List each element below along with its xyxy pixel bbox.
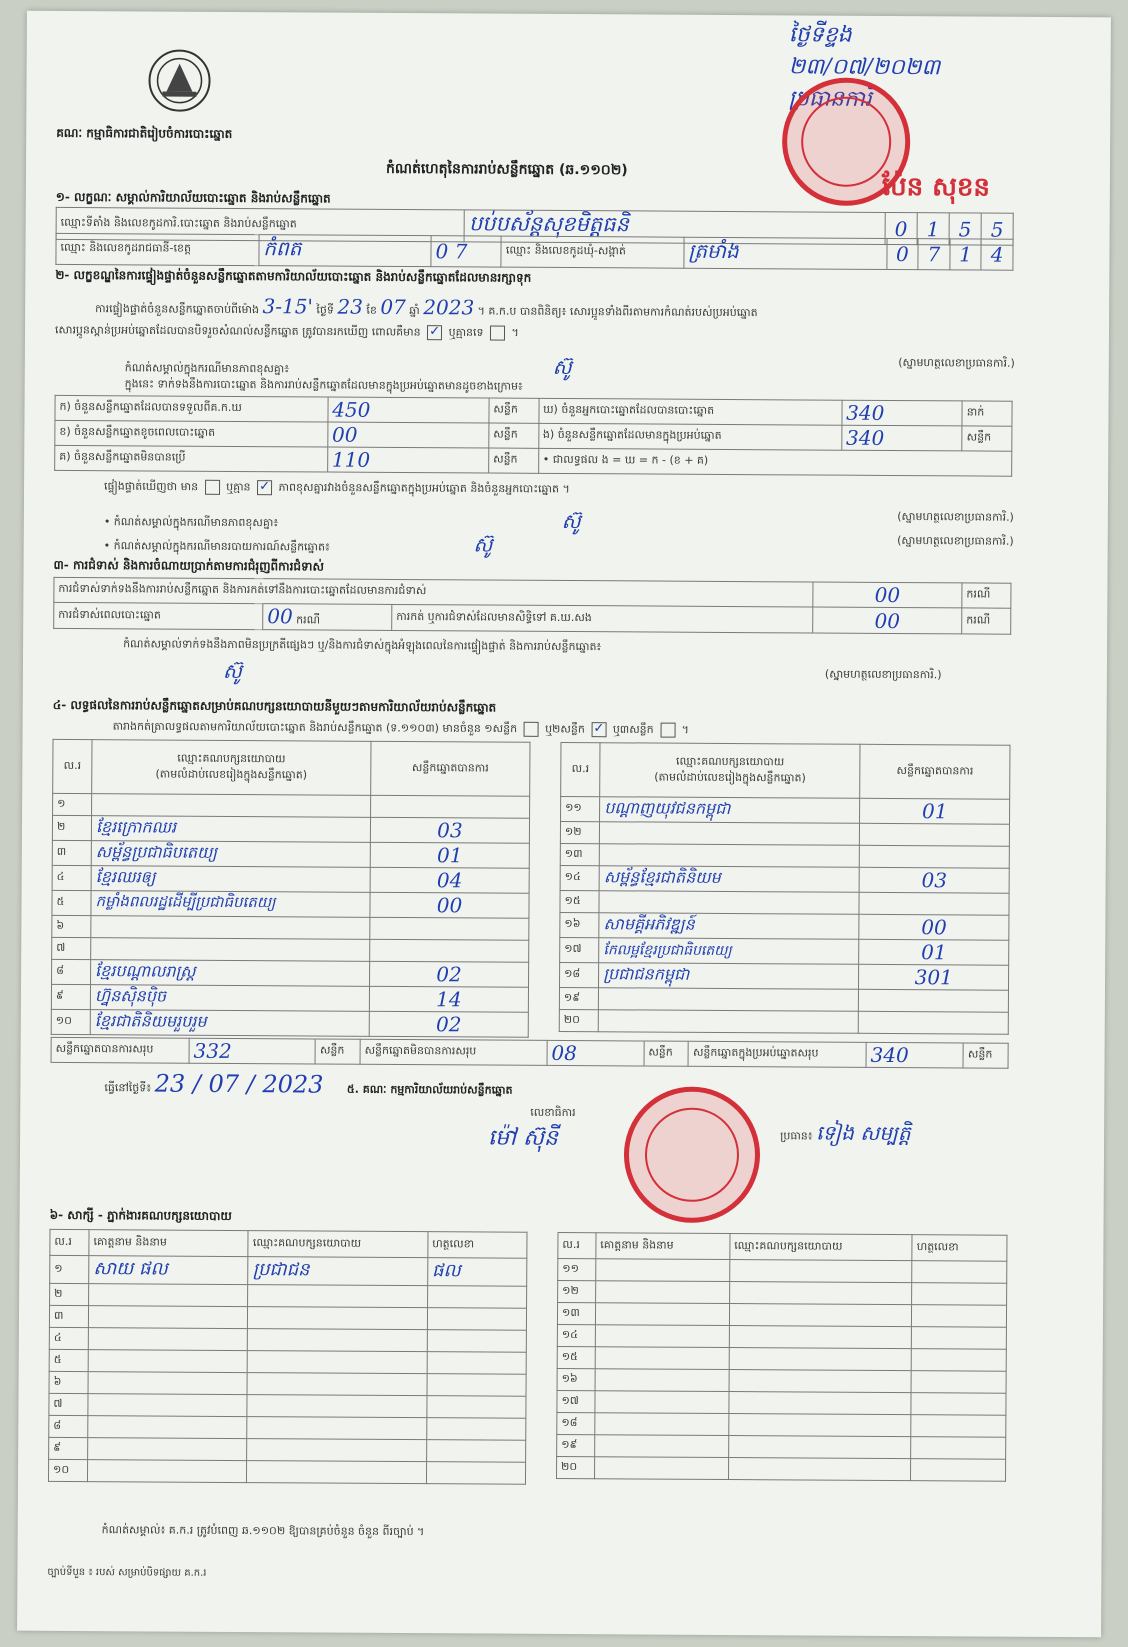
- witness-row: ៤: [49, 1327, 526, 1352]
- witness-row: ១៧: [557, 1390, 1006, 1415]
- witness-row: ១០: [48, 1459, 525, 1484]
- witness-row: ៩: [49, 1437, 526, 1462]
- seal-name: ប៉ែន សុខន: [881, 171, 991, 203]
- unused-count: 110: [331, 447, 371, 472]
- witness-row: ៧: [49, 1393, 526, 1418]
- form-title: កំណត់ហេតុនៃការរាប់សន្លឹកឆ្នោត (ឆ.១១០២): [385, 160, 628, 179]
- witness-table-right: ល.រ គោត្តនាម និងនាម ឈ្មោះគណបក្សនយោបាយ ហត្ថលេខា ១១ ១២ ១៣ ១៤ ១៥ ១៦ ១៧ ១៨ ១៩ ២០: [556, 1232, 1008, 1482]
- result-row: ២ ខ្មែរក្រោកឈរ 03: [52, 815, 529, 843]
- ballot-report-form: [17, 11, 1111, 1638]
- witness-row: ៦: [49, 1371, 526, 1396]
- witness-row: ៥: [49, 1349, 526, 1374]
- witness-row: ១៤: [557, 1324, 1006, 1349]
- seal-no-checkbox[interactable]: [490, 326, 505, 341]
- sheet-count-line: តារាងកត់ត្រាលទ្ធផលតាមការិយាល័យបោះឆ្នោត និងរាប់សន្លឹកឆ្នោត (ទ.១១០៣) មានចំនួន ១សន្លឹក ឬ២សន្លឹក ✓ ឬ៣សន្លឹក ។: [112, 719, 689, 737]
- commune-name: ត្រមាំង: [688, 238, 739, 264]
- complaints-count: 00: [874, 582, 901, 608]
- result-row: ១៩: [559, 987, 1008, 1012]
- witness-row: ១៩: [557, 1434, 1006, 1459]
- witness-row: ៣: [49, 1305, 526, 1330]
- spoiled-count: 00: [332, 422, 358, 447]
- section3-title: ៣- ការជំទាស់ និងការចំណាយប្រាក់តាមការជំរុញពីការជំទាស់: [53, 557, 324, 574]
- polling-complaints-count: 00: [267, 604, 293, 629]
- section4-title: ៤- លទ្ធផលនៃការរាប់សន្លឹកឆ្នោតសម្រាប់គណបក្សនយោបាយនីមួយៗតាមការិយាល័យរាប់សន្លឹកឆ្នោត: [52, 697, 497, 715]
- bullet-note-2: • កំណត់សម្គាល់ក្នុងករណីមានរបាយការណ៍សន្លឹកឆ្នោត៖ ស៊ូ (ស្នាមហត្ថលេខាប្រធានការិ.): [103, 532, 1014, 557]
- bullet-note-1: • កំណត់សម្គាល់ក្នុងករណីមានភាពខុសគ្នា៖ ស៊ូ (ស្នាមហត្ថលេខាប្រធានការិ.): [103, 508, 1014, 534]
- signing-date: 23 / 07 / 2023: [154, 1069, 324, 1099]
- complaints-table: ការជំទាស់ទាក់ទងនឹងការរាប់សន្លឹកឆ្នោត និងការកត់ទៅនឹងការបោះឆ្នោតដែលមានការជំទាស់ 00 ករណី ការជំទាស់ពេលបោះឆ្នោត 00 ករណី ការកត់ ឬការជំទាស់ដែលមានសិទ្ធិទៅ គ.ឃ.សង 00 ករណី: [53, 577, 1011, 635]
- month-value: 07: [380, 294, 406, 320]
- count-row: ខ) ចំនួនសន្លឹកឆ្នោតខូចពេលបោះឆ្នោត 00 សន្លឹក ង) ចំនួនសន្លឹកឆ្នោតដែលមានក្នុងប្រអប់ឆ្នោត 340 សន្លឹក: [55, 420, 1012, 451]
- section5-title: ៦- សាក្សី - ភ្នាក់ងារគណបក្សនយោបាយ: [49, 1207, 232, 1223]
- station-code-digit: 5: [949, 213, 981, 245]
- result-row: ៤ ខ្មែរឈរឲ្យ 04: [52, 865, 529, 893]
- one-sheet-checkbox[interactable]: [524, 722, 539, 737]
- difference-check: ផ្ទៀងផ្ទាត់ឃើញថា មាន ឬគ្មាន ✓ ភាពខុសគ្នារវាងចំនួនសន្លឹកឆ្នោតក្នុងប្រអប់ឆ្នោត និងចំនួនអ្នកបោះឆ្នោត ។: [104, 479, 570, 496]
- irregularity-sign-note: (ស្នាមហត្ថលេខាប្រធានការិ.): [824, 667, 942, 682]
- diff-no-checkbox[interactable]: ✓: [257, 480, 272, 495]
- result-row: ៦: [52, 915, 529, 940]
- diff-yes-checkbox[interactable]: [205, 480, 220, 495]
- day-value: 23: [337, 294, 363, 319]
- station-code-digit: 0: [885, 212, 917, 244]
- total-box-ballots: 340: [870, 1042, 909, 1068]
- bullet1-signature: ស៊ូ: [561, 508, 581, 534]
- year-value: 2023: [423, 295, 475, 320]
- result-row: ១៧ កែលម្អខ្មែរប្រជាធិបតេយ្យ 01: [560, 937, 1009, 965]
- station-code-digit: 5: [981, 213, 1013, 245]
- province-name: កំពត: [263, 236, 302, 261]
- totals-row: សន្លឹកឆ្នោតបានការសរុប 332 សន្លឹក សន្លឹកឆ្នោតមិនបានការសរុប 08 សន្លឹក សន្លឹកឆ្នោតក្នុងប្រអប់ឆ្នោតសរុប 340 សន្លឹក: [51, 1037, 1009, 1069]
- location-table: [55, 233, 1013, 271]
- result-row: ១៤ សម្ព័ន្ធខ្មែរជាតិនិយម 03: [560, 865, 1009, 893]
- witness-row: ១២: [558, 1280, 1007, 1305]
- result-row: ១១ បណ្ដាញយុវជនកម្ពុជា 01: [561, 796, 1010, 824]
- result-row: ១: [53, 793, 530, 818]
- station-name: បប់បស័ន្តសុខមិត្តធនិ: [468, 211, 629, 237]
- commune-code-digit: 1: [950, 239, 982, 270]
- result-row: ៨ ខ្មែរបណ្ដាលរាស្ត្រ 02: [52, 959, 529, 987]
- irregularity-note: កំណត់សម្គាល់ទាក់ទងនឹងភាពមិនប្រក្រតីផ្សេងៗ ឬ/និងការជំទាស់ក្នុងអំឡុងពេលនៃការផ្ទៀងផ្ទាត់ និងការរាប់សន្លឹកឆ្នោត៖: [123, 637, 602, 654]
- voters-count: 340: [846, 400, 885, 425]
- secretary-signature: ម៉ៅ ស៊ុនី: [488, 1125, 558, 1151]
- results-table-right: ល.រ ឈ្មោះគណបក្សនយោបាយ (តាមលំដាប់លេខរៀងក្នុងសន្លឹកឆ្នោត) សន្លឹកឆ្នោតបានការ ១១ បណ្ដាញយុវជនកម្ពុជា 01 ១២ ១៣ ១៤ សម្ព័ន្ធខ្មែរជាតិនិយម 03 ១៥ ១៦ សាមគ្គីអភិវឌ្ឍន៍ 00 ១៧ កែលម្អខ្មែរប្រជាធិបតេយ្យ 01 ១៨ ប្រជាជនកម្ពុជា 301 ១៩ ២០: [559, 742, 1011, 1035]
- result-row: ១៥: [560, 890, 1009, 915]
- nec-complaints-count: 00: [874, 608, 901, 633]
- witness-row: ១៥: [557, 1346, 1006, 1371]
- topright-note: ថ្ងៃទីខ្ទង ២៣/០៧/២០២៣ ប្រធានការិ: [788, 22, 941, 112]
- witness-row: ១៣: [557, 1302, 1006, 1327]
- result-row: ៧: [52, 937, 529, 962]
- received-count: 450: [332, 397, 371, 422]
- copy-note: ច្បាប់ទីបួន ៖ របស់ សម្រាប់បិទផ្សាយ គ.ក.រ: [47, 1566, 207, 1579]
- ballot-count-table: [54, 395, 1012, 477]
- seal-check-line: សោរប្អូនស្ពាន់ប្រអប់ឆ្នោតដែលបានបិទរួចសំណល់សន្លឹកឆ្នោត ត្រូវបានរកឃើញ ពោលគឺមាន ✓ ឬគ្មានទេ ។: [54, 323, 519, 340]
- two-sheet-checkbox[interactable]: ✓: [591, 722, 606, 737]
- result-row: ១៦ សាមគ្គីអភិវឌ្ឍន៍ 00: [560, 912, 1009, 940]
- bullet2-signature: ស៊ូ: [473, 532, 493, 557]
- verify-line: ការផ្ទៀងផ្ទាត់ចំនួនសន្លឹកឆ្នោតចាប់ពីម៉ោង 3-15' ថ្ងៃទី 23 ខែ 07 ឆ្នាំ 2023 ។ គ.ក.ប បានពិនិត្យ៖ សោរប្អូនទាំងពីរតាមការកំណត់របស់ប្រអប់ឆ្នោត: [95, 294, 758, 320]
- station-label: ឈ្មោះទីតាំង និងលេខកូដការិ.បោះឆ្នោត និងរាប់សន្លឹកឆ្នោត: [56, 207, 464, 241]
- committee-seal-stamp: [624, 1086, 761, 1223]
- date-line: ធ្វើនៅថ្ងៃទី៖ 23 / 07 / 2023 ៥. គណៈ កម្មការិយាល័យរាប់សន្លឹកឆ្នោត: [104, 1069, 513, 1099]
- witness-row: ១៨: [557, 1412, 1006, 1437]
- witness-row: ១១: [558, 1258, 1007, 1283]
- witness-row: ២: [50, 1283, 527, 1308]
- three-sheet-checkbox[interactable]: [660, 723, 675, 738]
- result-row: ២០: [559, 1009, 1008, 1034]
- result-row: ១០ ខ្មែរជាតិនិយមរួបរួម 02: [51, 1009, 528, 1037]
- result-row: ៥ កម្លាំងពលរដ្ឋដើម្បីប្រជាធិបតេយ្យ 00: [52, 890, 529, 918]
- diff-signature: ស៊ូ: [552, 354, 572, 380]
- commune-label: ឈ្មោះ និងលេខកូដឃុំ-សង្កាត់: [501, 236, 684, 268]
- chair-signature: ទៀង សម្បត្តិ: [816, 1120, 911, 1146]
- emblem-logo: [144, 47, 214, 113]
- witness-table-left: ល.រ គោត្តនាម និងនាម ឈ្មោះគណបក្សនយោបាយ ហត្ថលេខា ១ សាយ ផល ប្រជាជន ផល ២ ៣ ៤ ៥ ៦ ៧ ៨ ៩ ១០: [48, 1229, 528, 1485]
- witness-row: ១៦: [557, 1368, 1006, 1393]
- witness-row: ២០: [557, 1456, 1006, 1481]
- time-value: 3-15': [262, 294, 314, 319]
- diff-note-line: កំណត់សម្គាល់ក្នុងករណីមានភាពខុសគ្នា៖ ស៊ូ (ស្នាមហត្ថលេខាប្រធានការិ.): [124, 354, 1015, 380]
- witness-row: ៨: [49, 1415, 526, 1440]
- province-label: ឈ្មោះ និងលេខកូដរាជធានី-ខេត្ត: [56, 233, 259, 265]
- footnote: កំណត់សម្គាល់៖ គ.ក.រ ត្រូវបំពេញ ឆ.១១០២ ឱ្យបានគ្រប់ចំនួន ចំនួន ពីរច្បាប់ ។: [101, 1523, 425, 1539]
- org-name: គណៈ កម្មាធិការជាតិរៀបចំការបោះឆ្នោត: [56, 125, 233, 141]
- result-row: ៣ សម្ព័ន្ធប្រជាធិបតេយ្យ 01: [52, 840, 529, 868]
- section2-title: ២- លក្ខខណ្ឌនៃការផ្ទៀងផ្ទាត់ចំនួនសន្លឹកឆ្នោតតាមការិយាល័យបោះឆ្នោត និងរាប់សន្លឹកឆ្នោតដែលមានរក្សាទុក: [55, 267, 532, 285]
- count-row: ក) ចំនួនសន្លឹកឆ្នោតដែលបានទទួលពីគ.ក.ឃ 450 សន្លឹក ឃ) ចំនួនអ្នកបោះឆ្នោតដែលបានបោះឆ្នោត 340 នាក់: [55, 395, 1012, 426]
- total-invalid-votes: 08: [551, 1040, 577, 1066]
- chair-line: ប្រធាន៖ ទៀង សម្បត្តិ: [780, 1120, 911, 1146]
- commune-code-digit: 4: [981, 239, 1013, 270]
- commune-code-digit: 0: [886, 238, 918, 269]
- count-row: គ) ចំនួនសន្លឹកឆ្នោតមិនបានប្រើ 110 សន្លឹក • ជាលទ្ធផល ង = ឃ = ក - (ខ + គ): [55, 445, 1012, 476]
- seal-yes-checkbox[interactable]: ✓: [427, 325, 442, 340]
- counts-intro: ក្នុងនេះ ទាក់ទងនឹងការបោះឆ្នោត និងការរាប់សន្លឹកឆ្នោតដែលមានក្នុងប្រអប់ឆ្នោតមានដូចខាងក្រោម៖: [124, 377, 523, 393]
- total-valid-votes: 332: [193, 1038, 232, 1063]
- in-box-count: 340: [845, 425, 885, 450]
- witness-row: ១ សាយ ផល ប្រជាជន ផល: [50, 1255, 527, 1286]
- result-row: ៩ ហ្វ៊ុនស៊ិនប៉ិច 14: [51, 984, 528, 1012]
- result-row: ១៣: [560, 843, 1009, 868]
- irregularity-signature: ស៊ូ: [222, 658, 243, 684]
- result-row: ១២: [560, 821, 1009, 846]
- section1-title: ១- លក្ខណៈ សម្គាល់ការិយាល័យបោះឆ្នោត និងរាប់សន្លឹកឆ្នោត: [55, 189, 331, 206]
- results-table-left: ល.រ ឈ្មោះគណបក្សនយោបាយ (តាមលំដាប់លេខរៀងក្នុងសន្លឹកឆ្នោត) សន្លឹកឆ្នោតបានការ ១ ២ ខ្មែរក្រោកឈរ 03 ៣ សម្ព័ន្ធប្រជាធិបតេយ្យ 01 ៤ ខ្មែរឈរឲ្យ 04 ៥ កម្លាំងពលរដ្ឋដើម្បីប្រជាធិបតេយ្យ 00 ៦ ៧ ៨ ខ្មែរបណ្ដាលរាស្ត្រ 02 ៩ ហ្វ៊ុនស៊ិនប៉ិច 14 ១០ ខ្មែរជាតិនិយមរួបរួម 02: [51, 739, 531, 1038]
- province-code: 0 7: [431, 236, 502, 267]
- station-code-digit: 1: [917, 213, 949, 245]
- commune-code-digit: 7: [918, 239, 950, 270]
- secretary-label: លេខាធិការ: [530, 1105, 576, 1120]
- result-row: ១៨ ប្រជាជនកម្ពុជា 301: [560, 962, 1009, 990]
